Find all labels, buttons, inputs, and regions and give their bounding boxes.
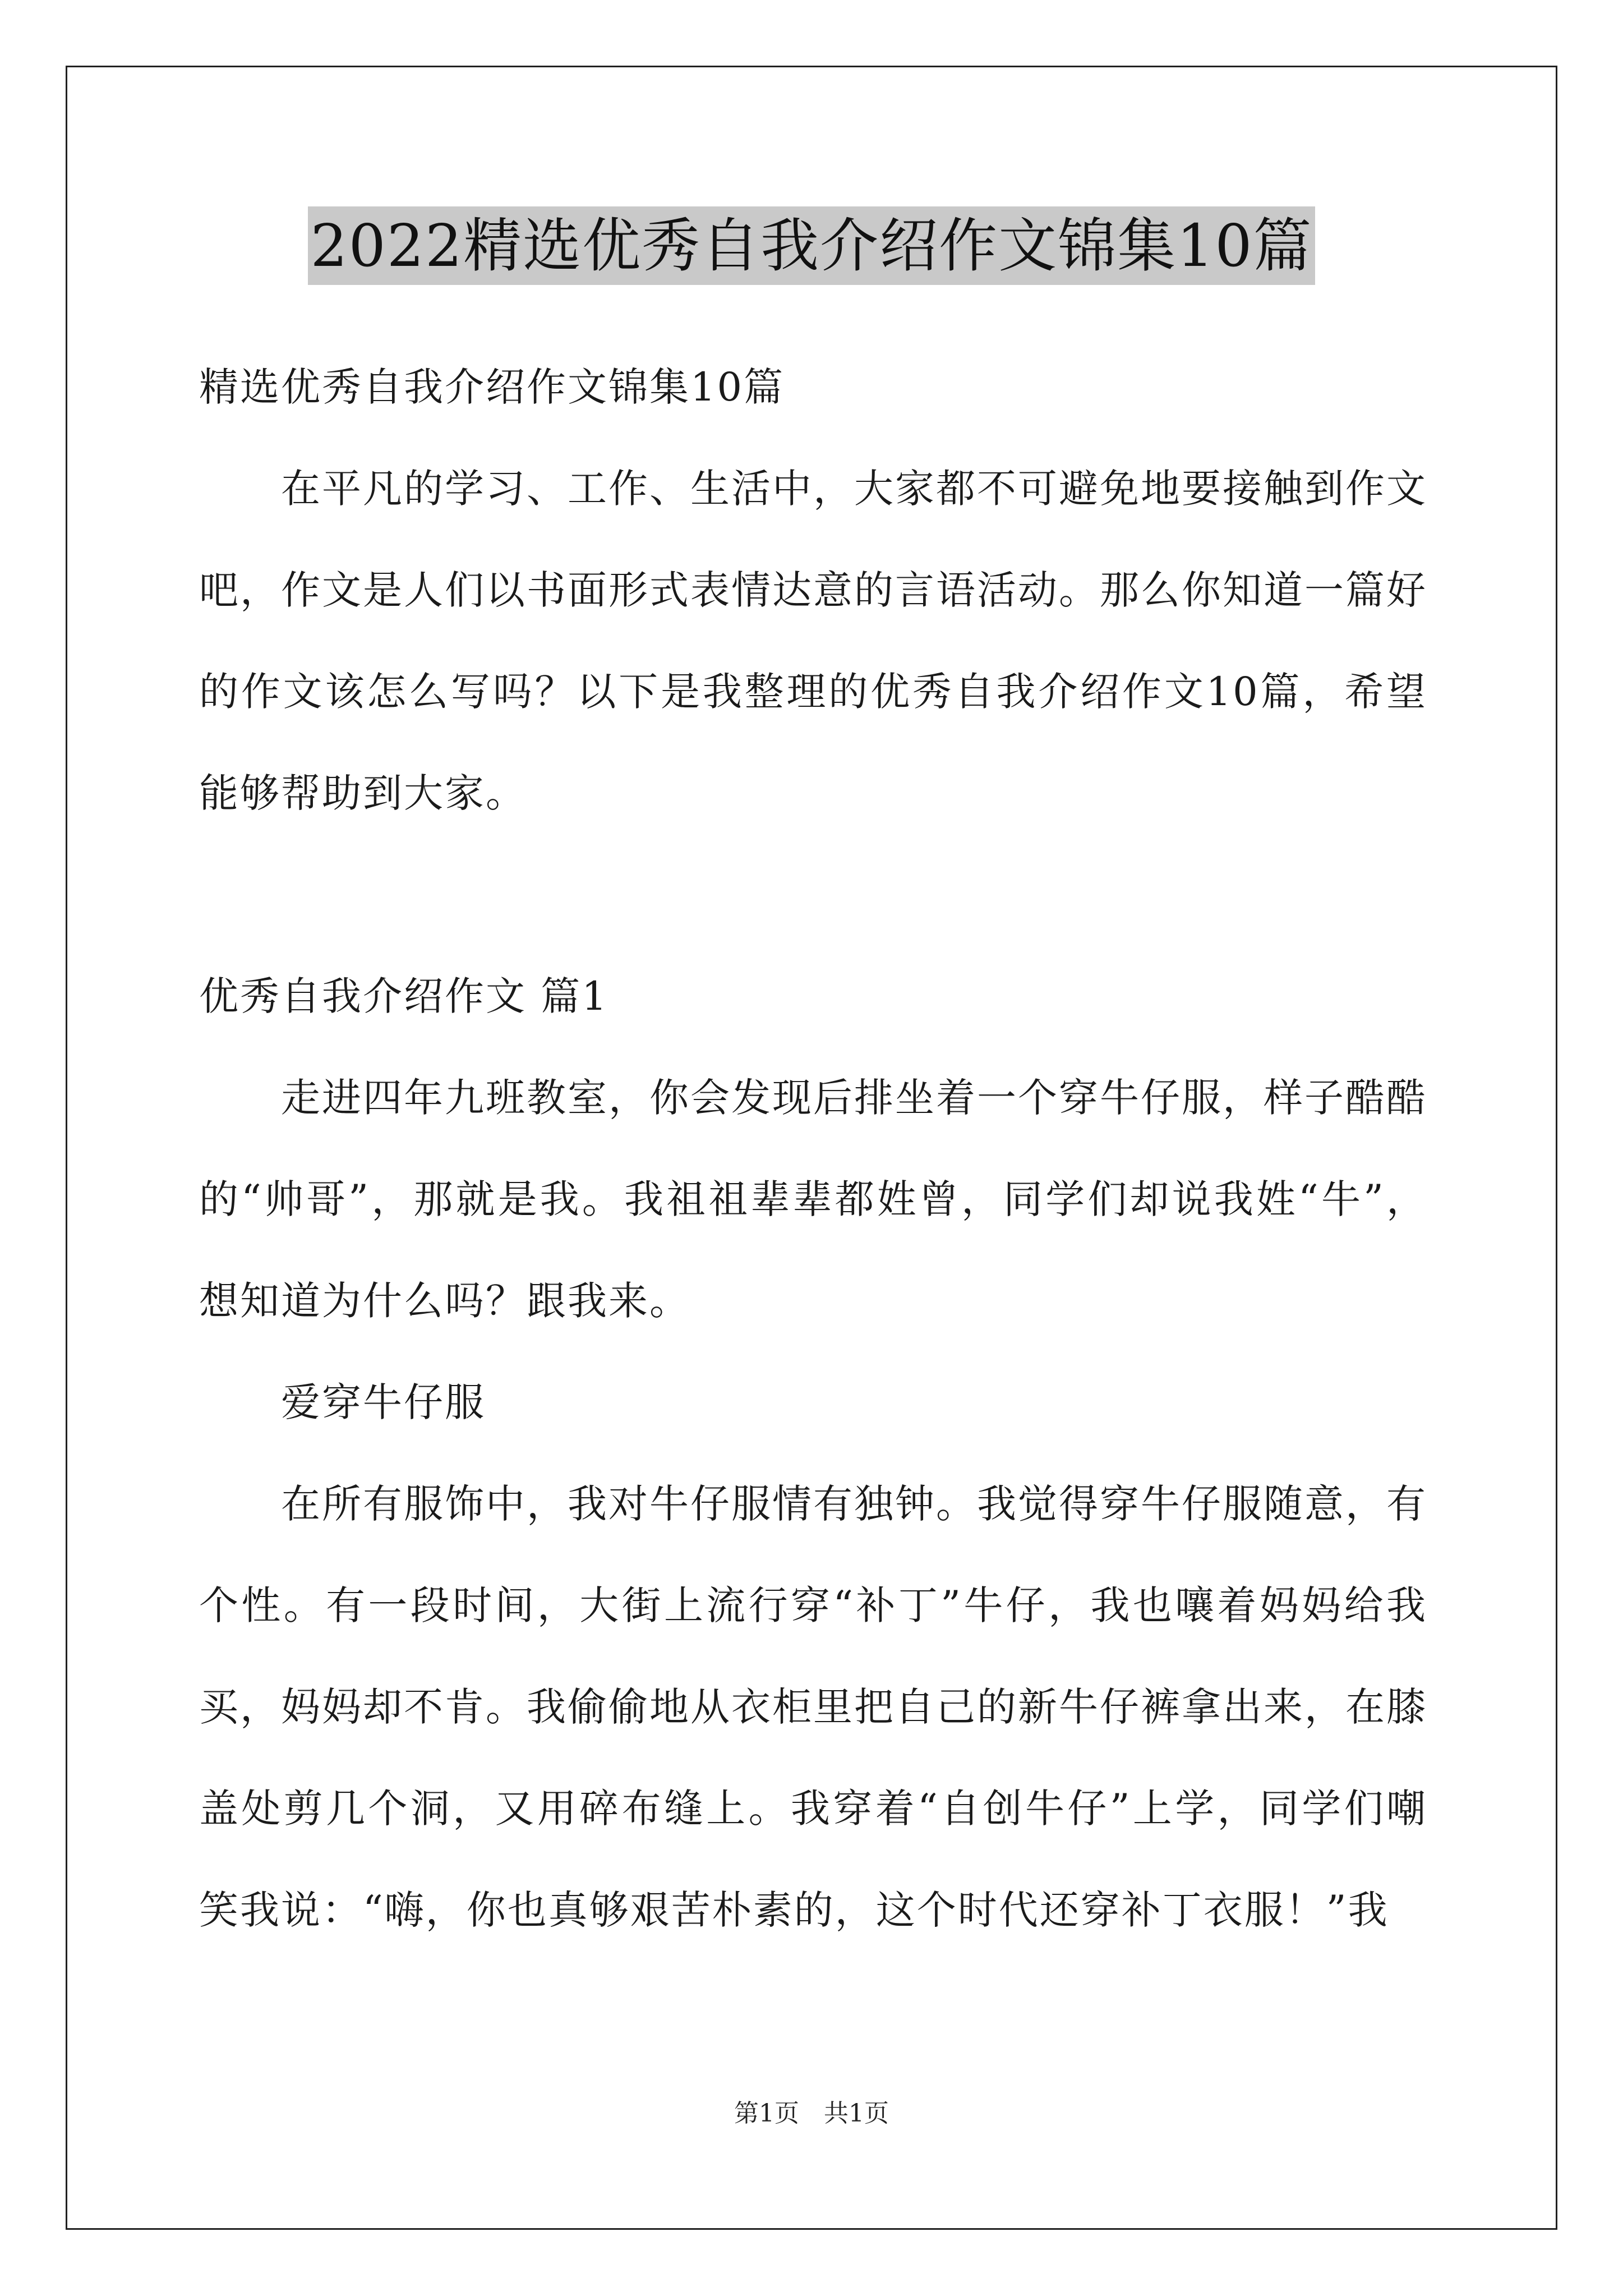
page-number-total: 共1页 [824, 2099, 889, 2128]
body-paragraph: 走进四年九班教室，你会发现后排坐着一个穿牛仔服，样子酷酷的“帅哥”，那就是我。我祖祖辈辈都姓曾，同学们却说我姓“牛”，想知道为什么吗？跟我来。 [199, 1075, 1427, 1324]
page-footer [0, 2097, 1623, 2131]
intro-paragraph: 在平凡的学习、工作、生活中，大家都不可避免地要接触到作文吧，作文是人们以书面形式表情达意的言语活动。那么你知道一篇好的作文该怎么写吗？以下是我整理的优秀自我介绍作文10篇，希望能够帮助到大家。 [199, 466, 1427, 816]
page-number-current: 第1页 [734, 2099, 799, 2128]
subheading-paragraph: 爱穿牛仔服 [281, 1379, 486, 1425]
document-body [199, 337, 1427, 1961]
section-spacer [199, 844, 1427, 946]
body-paragraph: 在所有服饰中，我对牛仔服情有独钟。我觉得穿牛仔服随意，有个性。有一段时间，大街上流行穿“补丁”牛仔，我也嚷着妈妈给我买，妈妈却不肯。我偷偷地从衣柜里把自己的新牛仔裤拿出来，在膝盖处剪几个洞，又用碎布缝上。我穿着“自创牛仔”上学，同学们嘲笑我说：“嗨，你也真够艰苦朴素的，这个时代还穿补丁衣服！”我 [199, 1481, 1427, 1933]
section-heading: 优秀自我介绍作文 篇1 [199, 973, 608, 1019]
document-title: 2022精选优秀自我介绍作文锦集10篇 [308, 206, 1315, 285]
document-subtitle: 精选优秀自我介绍作文锦集10篇 [199, 364, 785, 410]
title-container [0, 206, 1623, 285]
